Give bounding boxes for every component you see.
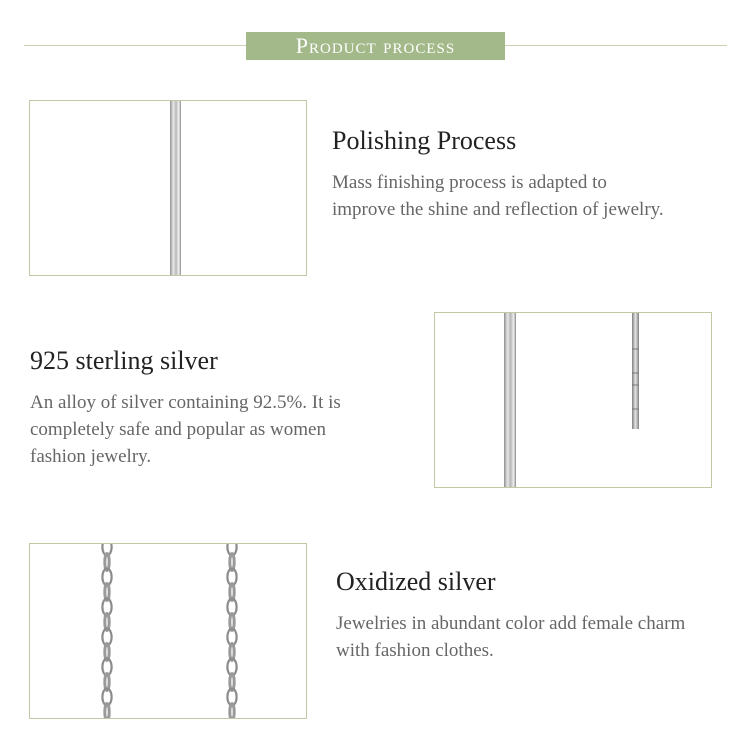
silver-rod-and-pin-illustration	[435, 313, 712, 488]
section-title-sterling: 925 sterling silver	[30, 346, 218, 375]
sterling-photo	[434, 312, 712, 488]
section-title-polishing: Polishing Process	[332, 126, 517, 155]
oxidized-photo	[29, 543, 307, 719]
section-header: Product process	[246, 32, 505, 60]
section-desc-sterling: An alloy of silver containing 92.5%. It is completely safe and popular as women fashion jewelry.	[30, 392, 341, 467]
section-desc-polishing: Mass finishing process is adapted to improve the shine and reflection of jewelry.	[332, 172, 664, 220]
header-rule-left	[24, 45, 246, 46]
silver-chains-illustration	[30, 544, 307, 719]
chain-link	[105, 704, 109, 720]
section-desc-oxidized: Jewelries in abundant color add female charm with fashion clothes.	[336, 613, 686, 661]
chain-link	[227, 719, 236, 720]
header-rule-right	[505, 45, 727, 46]
chain-link	[230, 704, 234, 720]
section-title-oxidized: Oxidized silver	[336, 567, 496, 596]
polishing-photo	[29, 100, 307, 276]
silver-bar-illustration	[30, 101, 307, 276]
chain-link	[102, 719, 111, 720]
